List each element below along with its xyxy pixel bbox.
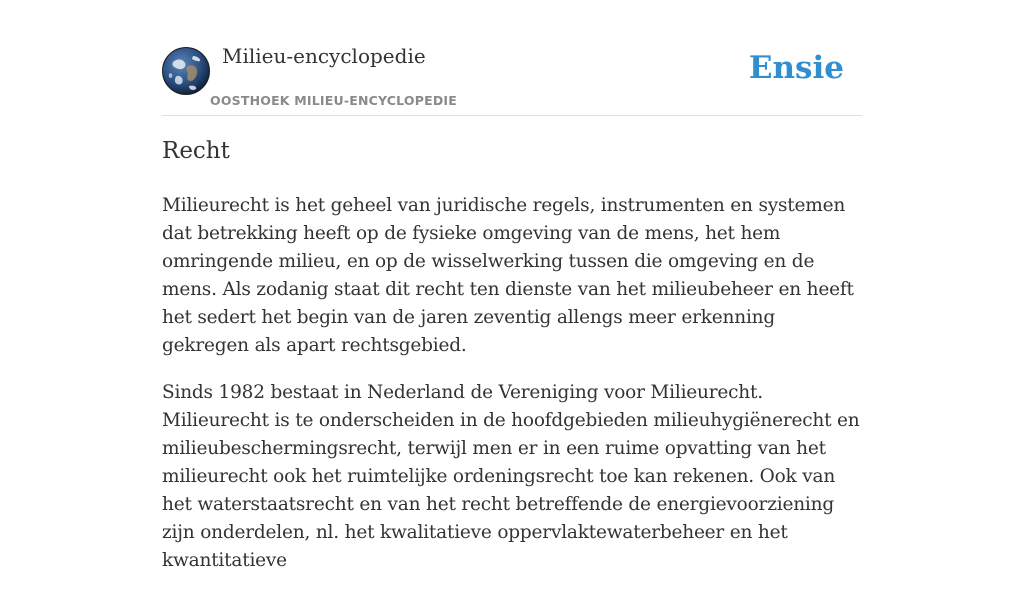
article-paragraph-2: Sinds 1982 bestaat in Nederland de Vereniging voor Milieurecht. Milieurecht is te onderscheiden in de hoofdgebieden milieuhygiënerecht en milieubeschermingsrecht, terwijl men er in een ruime opvatting van het milieurecht ook het ruimtelijke ordeningsrecht toe kan rekenen. Ook van het waterstaatsrecht en van het recht betreffende de energievoorziening zijn onderdelen, nl. het kwalitatieve oppervlaktewaterbeheer en het kwantitatieve [162,382,860,571]
article-paragraph-1: Milieurecht is het geheel van juridische regels, instrumenten en systemen dat betrekking heeft op de fysieke omgeving van de mens, het hem omringende milieu, en op de wisselwerking tussen die omgeving en de mens. Als zodanig staat dit recht ten dienste van het milieubeheer en heeft het sedert het begin van de jaren zeventig allengs meer erkenning gekregen als apart rechtsgebied. [162,195,854,356]
article-body [162,192,862,594]
brand-logo-link[interactable]: Ensie [748,50,844,86]
page [162,0,862,571]
earth-globe-icon[interactable] [162,47,210,95]
article-title: Recht [162,138,230,164]
site-title[interactable]: Milieu-encyclopedie [222,44,426,68]
site-subtitle: OOSTHOEK MILIEU-ENCYCLOPEDIE [210,93,457,108]
site-header [162,0,862,116]
